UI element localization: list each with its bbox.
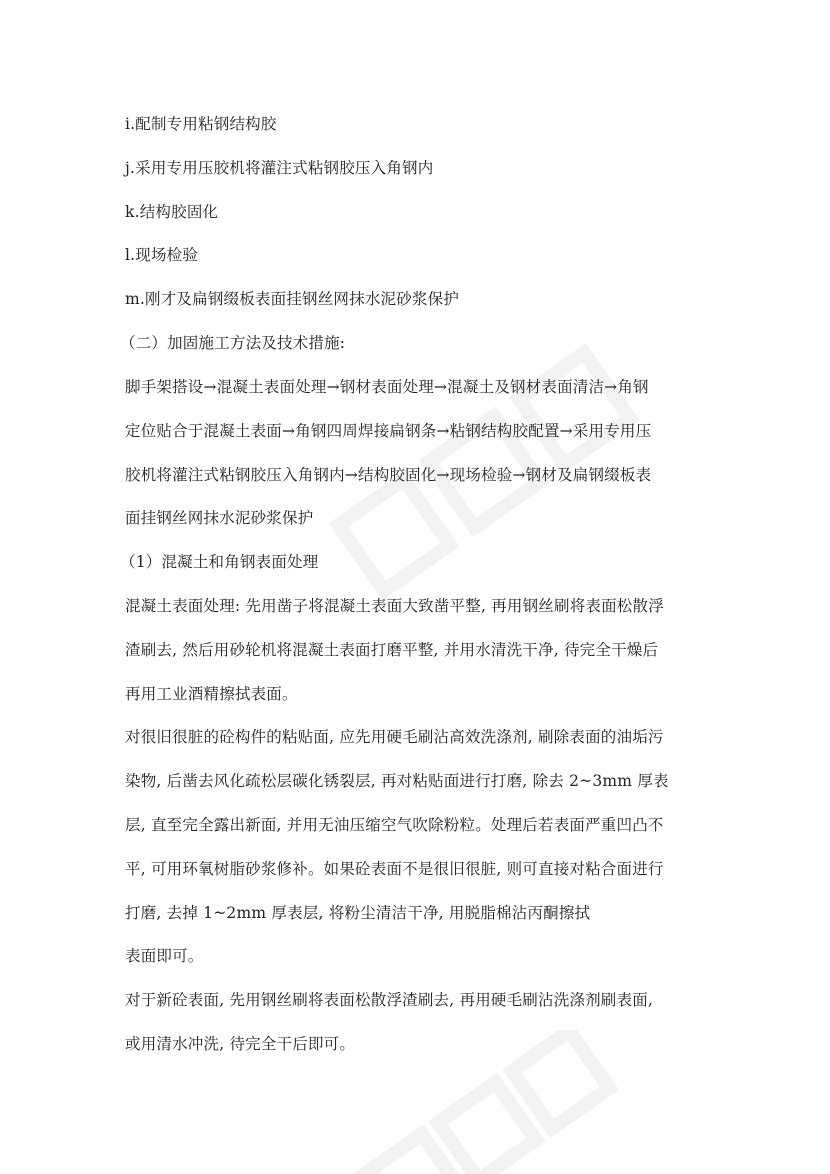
paragraph-line: 对于新砼表面, 先用钢丝刷将表面松散浮渣刷去, 再用硬毛刷沾洗涤剂刷表面, (125, 991, 654, 1009)
list-item: k.结构胶固化 (125, 203, 219, 221)
paragraph-line: 胶机将灌注式粘钢胶压入角钢内→结构胶固化→现场检验→钢材及扁钢缀板表 (125, 466, 652, 484)
paragraph-line: 或用清水冲洗, 待完全干后即可。 (125, 1035, 356, 1053)
paragraph-line: 打磨, 去掉 1~2mm 厚表层, 将粉尘清洁干净, 用脱脂棉沾丙酮擦拭 (125, 904, 591, 922)
watermark-icon (330, 1030, 630, 1174)
paragraph-line: 平, 可用环氧树脂砂浆修补。如果砼表面不是很旧很脏, 则可直接对粘合面进行 (125, 860, 664, 878)
list-item: j.采用专用压胶机将灌注式粘钢胶压入角钢内 (125, 159, 434, 177)
list-item: i.配制专用粘钢结构胶 (125, 115, 277, 133)
paragraph-line: 渣刷去, 然后用砂轮机将混凝土表面打磨平整, 并用水清洗干净, 待完全干燥后 (125, 641, 659, 659)
paragraph-line: 再用工业酒精擦拭表面。 (125, 685, 298, 703)
paragraph-line: 面挂钢丝网抹水泥砂浆保护 (125, 509, 314, 527)
list-item: l.现场检验 (125, 246, 199, 264)
paragraph-line: 染物, 后凿去风化疏松层碳化锈裂层, 再对粘贴面进行打磨, 除去 2~3mm 厚表 (125, 772, 669, 790)
list-item: m.刚才及扁钢缀板表面挂钢丝网抹水泥砂浆保护 (125, 290, 460, 308)
paragraph-line: 定位贴合于混凝土表面→角钢四周焊接扁钢条→粘钢结构胶配置→采用专用压 (125, 422, 652, 440)
paragraph-line: 对很旧很脏的砼构件的粘贴面, 应先用硬毛刷沾高效洗涤剂, 刷除表面的油垢污 (125, 728, 664, 746)
paragraph-line: 混凝土表面处理: 先用凿子将混凝土表面大致凿平整, 再用钢丝刷将表面松散浮 (125, 597, 664, 615)
section-heading: （二）加固施工方法及技术措施: (120, 334, 346, 352)
paragraph-line: 表面即可。 (125, 947, 204, 965)
paragraph-line: 层, 直至完全露出新面, 并用无油压缩空气吹除粉粒。处理后若表面严重凹凸不 (125, 816, 664, 834)
paragraph-line: 脚手架搭设→混凝土表面处理→钢材表面处理→混凝土及钢材表面清洁→角钢 (125, 378, 649, 396)
subsection-heading: （1）混凝土和角钢表面处理 (120, 553, 319, 571)
